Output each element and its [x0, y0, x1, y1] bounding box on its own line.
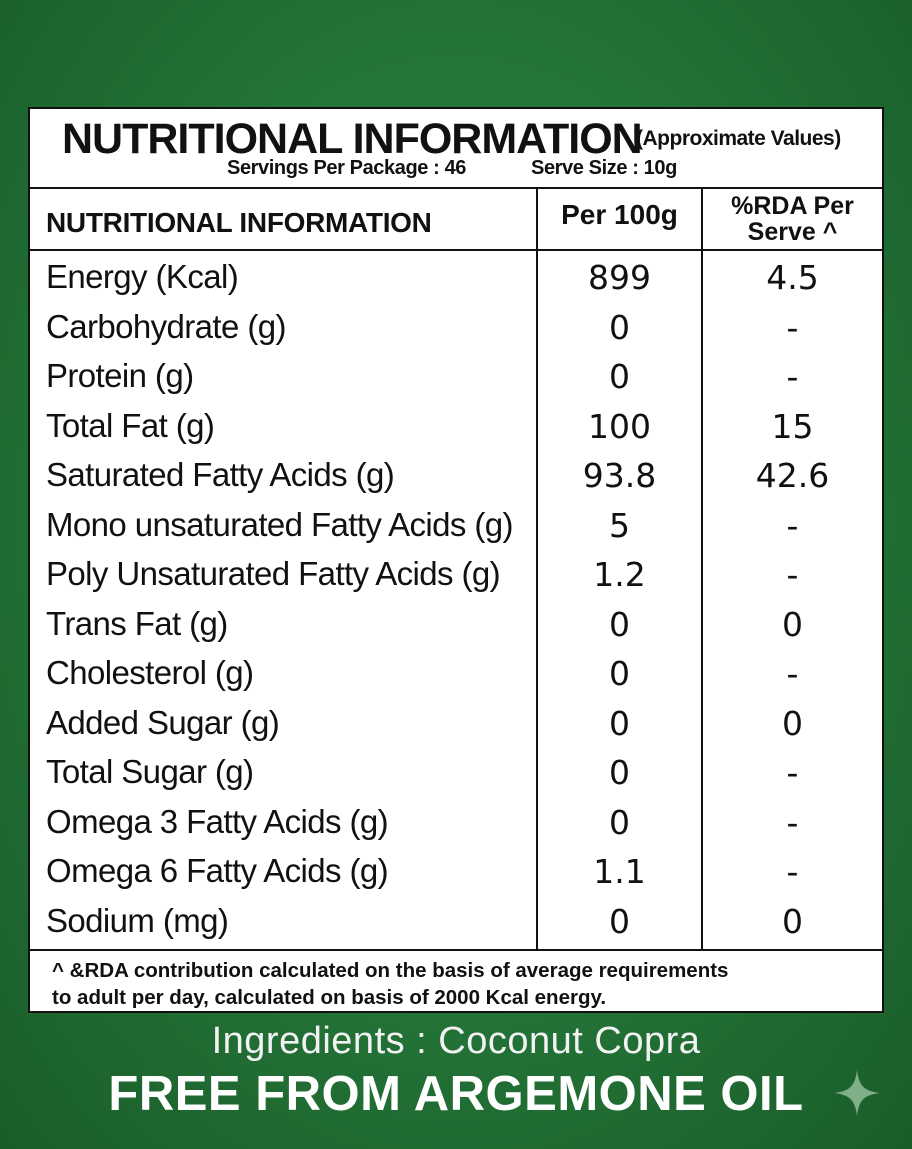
page-title: NUTRITIONAL INFORMATION: [62, 115, 642, 163]
footnote-line1: ^ &RDA contribution calculated on the basis of average requirements: [52, 959, 729, 982]
nutrient-rows: [30, 256, 882, 949]
rda-value: 42.6: [755, 456, 830, 495]
rda-value: 0: [782, 901, 803, 941]
nutrient-name: Omega 3 Fatty Acids (g): [46, 802, 388, 840]
nutrient-name: Total Fat (g): [46, 406, 215, 444]
column-header-rda-line1: %RDA Per: [731, 192, 854, 220]
per-100g-value: 0: [609, 703, 630, 743]
table-row: [30, 751, 882, 801]
column-header-rda: [703, 193, 882, 245]
column-header-per-100g: Per 100g: [561, 199, 678, 230]
table-row: [30, 405, 882, 455]
argemone-claim: FREE FROM ARGEMONE OIL: [108, 1067, 804, 1121]
nutrient-name: Cholesterol (g): [46, 654, 254, 691]
rda-footnote: [52, 957, 872, 1011]
nutrient-name: Poly Unsaturated Fatty Acids (g): [46, 555, 500, 592]
table-row: [30, 801, 882, 851]
per-100g-value: 0: [609, 654, 630, 693]
servings-per-package: Servings Per Package : 46: [227, 157, 467, 179]
per-100g-value: 0: [609, 901, 630, 941]
table-row: [30, 256, 882, 306]
nutrient-name: Omega 6 Fatty Acids (g): [46, 852, 388, 889]
table-row: [30, 702, 882, 752]
per-100g-value: 0: [609, 357, 630, 396]
table-row: [30, 603, 882, 653]
rda-value: -: [786, 802, 799, 842]
rda-value: 4.5: [766, 258, 819, 297]
rda-value: -: [786, 505, 799, 545]
approximate-values-note: (Approximate Values): [636, 127, 841, 150]
table-row: [30, 850, 882, 900]
serve-size: Serve Size : 10g: [531, 157, 677, 179]
rda-value: -: [786, 307, 799, 347]
nutrient-name: Protein (g): [46, 357, 194, 394]
per-100g-value: 100: [588, 406, 651, 446]
table-row: [30, 553, 882, 603]
table-row: [30, 504, 882, 554]
table-row: [30, 454, 882, 504]
nutrient-name: Total Sugar (g): [46, 753, 254, 790]
rda-value: -: [786, 753, 799, 792]
nutrition-panel: [28, 107, 884, 1013]
table-row: [30, 900, 882, 950]
nutrient-name: Added Sugar (g): [46, 703, 280, 741]
rda-value: -: [786, 654, 799, 693]
table-row: [30, 306, 882, 356]
rda-value: -: [786, 357, 799, 396]
per-100g-value: 0: [609, 604, 630, 644]
table-row: [30, 355, 882, 405]
per-100g-value: 1.1: [593, 852, 646, 891]
per-100g-value: 5: [609, 505, 630, 545]
per-100g-value: 0: [609, 802, 630, 842]
title-block: [30, 109, 882, 189]
table-row: [30, 652, 882, 702]
rda-value: -: [786, 555, 799, 594]
footnote-line2: to adult per day, calculated on basis of 2000 Kcal energy.: [52, 986, 607, 1009]
rda-value: 0: [782, 703, 803, 743]
nutrient-name: Saturated Fatty Acids (g): [46, 456, 395, 493]
footer-divider: [30, 949, 882, 951]
header-divider: [30, 249, 882, 251]
ingredients-text: Ingredients : Coconut Copra: [211, 1020, 701, 1062]
rda-value: 0: [782, 604, 803, 644]
per-100g-value: 899: [588, 258, 651, 297]
rda-value: -: [786, 852, 799, 891]
nutrient-name: Trans Fat (g): [46, 604, 228, 642]
per-100g-value: 93.8: [582, 456, 657, 495]
column-header-rda-line2: Serve ^: [747, 218, 838, 246]
per-100g-value: 1.2: [593, 555, 646, 594]
nutrient-name: Sodium (mg): [46, 901, 229, 939]
column-header-nutrient: NUTRITIONAL INFORMATION: [46, 207, 432, 238]
nutrient-name: Mono unsaturated Fatty Acids (g): [46, 505, 513, 543]
sparkle-icon: [832, 1068, 882, 1118]
per-100g-value: 0: [609, 753, 630, 792]
rda-value: 15: [771, 406, 814, 446]
nutrient-name: Carbohydrate (g): [46, 307, 286, 345]
per-100g-value: 0: [609, 307, 630, 347]
nutrient-name: Energy (Kcal): [46, 258, 239, 295]
